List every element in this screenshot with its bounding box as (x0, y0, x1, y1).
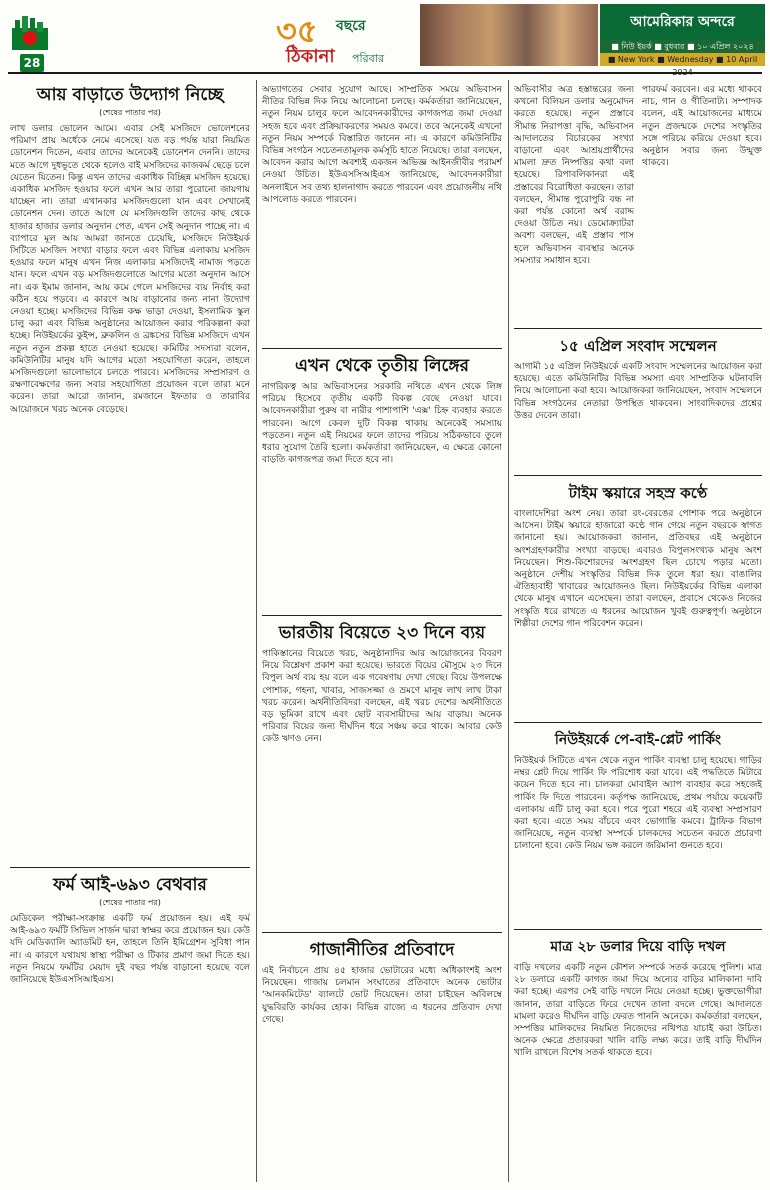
article-block (514, 722, 762, 925)
form-headline: ফর্ম আই-৬৯৩ বেথবার (53, 875, 207, 895)
section-banner (600, 4, 765, 66)
city-logo-icon (12, 14, 48, 50)
mosque-headline: আয় বাড়াতে উদ্যোগ নিচ্ছে (36, 85, 224, 105)
header-photo-strip (420, 4, 598, 66)
bangla-date: ■ নিউ ইয়র্ক ■ বুধবার ■ ১০ এপ্রিল ২০২৪ (600, 40, 765, 53)
article-text: পারফর্ম করবেন। এর মধ্যে থাকবে নাচ, গান ও গীতিনাট্য। সম্পাদক বলেন, এই আয়োজনের মাধ্যমে নতুন প্রজন্মকে দেশের সংস্কৃতির সঙ্গে পরিচয় করিয়ে দেওয়া হবে। অনুষ্ঠান সবার জন্য উন্মুক্ত থাকবে। (642, 85, 762, 169)
article-block (514, 328, 762, 471)
continued-label: (শেষের পাতার পর) (99, 898, 161, 907)
sub-column-left (514, 84, 634, 324)
column-2 (262, 84, 502, 1145)
brand-suffix: পরিবার (352, 52, 385, 65)
article-block (514, 929, 762, 1102)
column-rule (508, 80, 509, 1182)
mosque-body: লাখ ডলার ভোলেন আমে। এবার সেই মসজিদে ভোলেশনের পরিমাণ প্রায় অর্ধেকে নেমে এসেছে। যত বড় পর্যন্ত যারা নিয়মিত ডোনেশন দিতেন, এবার তাদের অনেকেই ডোনেশন দেননি। তাদের মতে আগে দুধভূতে থেকে হলেও বাই মসজিদের কাজকর্ম ছেড়ে চলে যেতেন যিতেন। কিন্তু এখন তাদের একাধিক বিচ্ছিন্ন মসজিদ হয়েছে। একাধিক মসজিদ হওয়ার ফলে এখন আর তারা পুরোনো জায়গায় যাচ্ছেন না। তারা এখানকার মসজিদগুলো যান এবং সেখানেই ডোনেশন দেন। তাতে আগে যে মসজিদগুলি তাদের কাছ থেকে হাজার হাজার ডলার অনুদান পেত, এখন সেই অনুদান পাচ্ছে না। এ ব্যাপারে মূল আয় আমরা জানতে চেয়েছি, মসজিদে নিউইয়র্ক সিটিতে মসজিদ সংখ্যা বাড়ার ফলে এবং বিভিন্ন এলাকায় মসজিদ হওয়ার ফলে মানুষ এখন নিজ এলাকার মসজিদেই নামাজ পড়তে যান। ফলে এখন বড় মসজিদগুলোতে আগের মতো অনুদান আসে না। এক ইমাম জানান, আয় কমে গেলে মসজিদের ব্যয় নির্বাহ করা কঠিন হয়ে পড়বে। এ কারণে আয় বাড়ানোর জন্য নানা উদ্যোগ নেওয়া হচ্ছে। মসজিদের বিভিন্ন কক্ষ ভাড়া দেওয়া, ইসলামিক স্কুল চালু করা এবং বিভিন্ন অনুষ্ঠানের আয়োজন করার পরিকল্পনা করা হচ্ছে। নিউইয়র্কের কুইন্স, ব্রুকলিন ও ব্রঙ্কসের বিভিন্ন মসজিদে এখন নতুন নতুন প্রকল্প হাতে নেওয়া হয়েছে। কমিটির সদস্যরা বলেন, কমিউনিটির মানুষ যদি আগের মতো সহযোগিতা করেন, তাহলে মসজিদগুলো ভালোভাবে চলতে পারবে। মসজিদের সম্প্রসারণ ও রক্ষণাবেক্ষণের জন্য সবার সহযোগিতা প্রয়োজন বলে তারা মনে করেন। তারা আরো জানান, রমজানে ইফতার ও তারাবির আয়োজনে খরচ অনেক বেড়েছে। (10, 124, 250, 415)
anniversary-number: ৩৫ (276, 12, 318, 50)
wedding-headline: ভারতীয় বিয়েতে ২৩ দিনে ব্যয় (278, 623, 486, 643)
gaza-headline: গাজানীতির প্রতিবাদে (309, 940, 455, 960)
column-3 (514, 84, 762, 1102)
times-square-headline: টাইম স্কয়ারে সহস্র কণ্ঠে (568, 484, 708, 502)
form-body: মেডিকেল পরীক্ষা-সংক্রান্ত একটি ফর্ম প্রয়োজন হয়। এই ফর্ম আই-৬৯৩ ফর্মটি সিভিল সার্জন দ্বারা স্বাক্ষর করে প্রয়োজন হয়। কেউ যদি মেডিক্যালি অ্যাডমিট হন, তাহলে তিনি ইমিগ্রেশন সুবিধা পান না। এ কারণে যথাযথ স্বাস্থ্য পরীক্ষা ও টিকার প্রমাণ জমা দিতে হয়। নতুন নিয়মে ফর্মটির মেয়াদ দুই বছর পর্যন্ত বাড়ানো হয়েছে বলে জানিয়েছে ইউএসসিআইএস। (10, 914, 250, 986)
article-block (514, 475, 762, 718)
article-text: আগামী ১৫ এপ্রিল নিউইয়র্কে একটি সংবাদ সম্মেলনের আয়োজন করা হয়েছে। এতে কমিউনিটির বিভিন্ন সমস্যা এবং সাম্প্রতিক ঘটনাবলি নিয়ে আলোচনা করা হবে। আয়োজকরা জানিয়েছেন, সংবাদ সম্মেলনে বিভিন্ন সংগঠনের নেতারা উপস্থিত থাকবেন। সাংবাদিকদের প্রশ্নের উত্তর দেবেন তারা। (514, 362, 762, 421)
anniversary-tag: বছরে (336, 18, 366, 34)
header-rule (8, 72, 762, 74)
parking-headline: নিউইয়র্কে পে-বাই-প্লেট পার্কিং (554, 732, 722, 748)
property-headline: মাত্র ২৮ ডলার দিয়ে বাড়ি দখল (550, 939, 726, 955)
brand-name: ঠিকানা (286, 46, 335, 66)
page-badge (8, 10, 80, 70)
article-text: এই নির্বাচনে প্রায় ৪৫ হাজার ভোটারের মধ্যে অধিকাংশই অংশ নিয়েছেন। গাজায় চলমান সংঘাতের প্রতিবাদে অনেক ভোটার 'আনকমিটেড' ব্যালটে ভোট দিয়েছেন। তারা চাইছেন অবিলম্বে যুদ্ধবিরতি কার্যকর হোক। বিভিন্ন রাজ্যে এ ধরনের প্রতিবাদ দেখা গেছে। (262, 966, 502, 1025)
anniversary-logo (260, 6, 415, 66)
article-block (262, 932, 502, 1145)
article-text: নিউইয়র্ক সিটিতে এখন থেকে নতুন পার্কিং ব্যবস্থা চালু হয়েছে। গাড়ির নম্বর প্লেট দিয়ে পার্কিং ফি পরিশোধ করা যাবে। এই পদ্ধতিতে মিটারে কয়েন দিতে হবে না। চালকরা মোবাইল অ্যাপ ব্যবহার করে সহজেই পার্কিং ফি দিতে পারবেন। কর্তৃপক্ষ জানিয়েছে, প্রথম পর্যায়ে কয়েকটি এলাকায় এটি চালু করা হবে। পরে পুরো শহরে এই ব্যবস্থা সম্প্রসারণ করা হবে। এতে সময় বাঁচবে এবং ভোগান্তি কমবে। ট্রাফিক বিভাগ জানিয়েছে, নতুন ব্যবস্থা সম্পর্কে চালকদের সচেতন করতে প্রচারণা চালানো হবে। কেউ নিয়ম ভঙ্গ করলে জরিমানা গুনতে হবে। (514, 756, 762, 852)
article-text: অভ্যাগতের সেবার সুযোগ আছে। সাম্প্রতিক সময়ে অভিবাসন নীতির বিভিন্ন দিক নিয়ে আলোচনা চলছে। কর্মকর্তারা জানিয়েছেন, নতুন নিয়ম চালুর ফলে আবেদনকারীদের কাগজপত্র জমা দেওয়া সহজ হবে এবং প্রক্রিয়াকরণের সময়ও কমবে। তবে অনেকেই এখনো নতুন নিয়ম সম্পর্কে বিস্তারিত জানেন না। এ কারণে কমিউনিটির বিভিন্ন সংগঠন সচেতনতামূলক কর্মসূচি হাতে নিয়েছে। তারা বলছেন, আবেদন করার আগে অবশ্যই একজন অভিজ্ঞ আইনজীবীর পরামর্শ নেওয়া উচিত। ইউএসসিআইএস জানিয়েছে, আবেদনকারীরা অনলাইনে সব তথ্য হালনাগাদ করতে পারবেন এবং প্রয়োজনীয় নথি আপলোড করতে পারবেন। (262, 85, 502, 205)
article-block (262, 615, 502, 928)
article-block (262, 348, 502, 611)
column-1 (10, 84, 250, 1153)
press-conf-headline: ১৫ এপ্রিল সংবাদ সম্মেলন (559, 337, 717, 355)
article-text: অভিবাসীর অত্র হস্তান্তরের জন্য কখনো বিলিয়ন ডলার অনুমোদন করতে হয়েছে। নতুন প্রস্তাবে সীমান্ত নিরাপত্তা বৃদ্ধি, অভিবাসন আদালতের বিচারকের সংখ্যা বাড়ানো এবং আশ্রয়প্রার্থীদের মামলা দ্রুত নিষ্পত্তির কথা বলা হয়েছে। রিপাবলিকানরা এই প্রস্তাবের বিরোধিতা করছেন। তারা বলছেন, সীমান্ত পুরোপুরি বন্ধ না করা পর্যন্ত কোনো অর্থ বরাদ্দ দেওয়া উচিত নয়। ডেমোক্র্যাটরা অবশ্য বলছেন, এই প্রস্তাব পাস হলে অভিবাসন ব্যবস্থার অনেক সমস্যার সমাধান হবে। (514, 85, 634, 266)
english-date: ■ New York ■ Wednesday ■ 10 April (600, 53, 765, 66)
page-number: 28 (20, 54, 44, 72)
article-text: নাগরিকত্ব আর অভিবাসনের সরকারি নথিতে এখন থেকে লিঙ্গ পরিচয় হিসেবে তৃতীয় একটি বিকল্প বেছে নেওয়া যাবে। আবেদনকারীরা পুরুষ বা নারীর পাশাপাশি 'এক্স' চিহ্ন ব্যবহার করতে পারবেন। আগে কেবল দুটি বিকল্প থাকায় অনেকেই সমস্যায় পড়তেন। নতুন এই নিয়মের ফলে তাদের পরিচয় সঠিকভাবে তুলে ধরার সুযোগ তৈরি হলো। কর্মকর্তারা জানিয়েছেন, এ ক্ষেত্রে কোনো বাড়তি কাগজপত্র জমা দিতে হবে না। (262, 382, 502, 466)
form-article (10, 867, 250, 1153)
article-text: পাকিস্তানের বিয়েতে খরচ, অনুষ্ঠানাদির আর আয়োজনের বিবরণ নিয়ে বিশ্লেষণ প্রকাশ করা হয়েছে। ভারতে বিয়ের মৌসুমে ২৩ দিনে বিপুল অর্থ ব্যয় হয় বলে এক গবেষণায় দেখা গেছে। বিয়ে উপলক্ষে পোশাক, গহনা, খাবার, সাজসজ্জা ও ভ্রমণে মানুষ লাখ লাখ টাকা খরচ করেন। অর্থনীতিবিদরা বলছেন, এই খরচ দেশের অর্থনীতিতে বড় ভূমিকা রাখে এবং ছোট ব্যবসায়ীদের আয় বাড়ায়। অনেক পরিবার বিয়ের জন্য দীর্ঘদিন ধরে সঞ্চয় করে থাকে। আবার কেউ কেউ ঋণও নেন। (262, 649, 502, 745)
third-gender-headline: এখন থেকে তৃতীয় লিঙ্গের (294, 356, 469, 376)
sub-column-right (642, 84, 762, 324)
continued-label: (শেষের পাতার পর) (99, 108, 161, 117)
article-text: বাংলাদেশিরা অংশ নেয়। তারা রং-বেরঙের পোশাক পরে অনুষ্ঠানে আসেন। টাইম স্কয়ারে হাজারো কণ্ঠে গান গেয়ে নতুন বছরকে স্বাগত জানানো হয়। আয়োজকরা জানান, প্রতিবছর এই অনুষ্ঠানে অংশগ্রহণকারীর সংখ্যা বাড়ছে। এবারও বিপুলসংখ্যক মানুষ অংশ নিয়েছেন। শিশু-কিশোরদের অংশগ্রহণ ছিল চোখে পড়ার মতো। অনুষ্ঠানে দেশীয় সংস্কৃতির বিভিন্ন দিক তুলে ধরা হয়। বাঙালির ঐতিহ্যবাহী খাবারের আয়োজনও ছিল। নিউইয়র্কের বিভিন্ন এলাকা থেকে মানুষ এখানে এসেছেন। তারা বলছেন, প্রবাসে থেকেও নিজের সংস্কৃতি ধরে রাখতে এ ধরনের আয়োজন খুবই গুরুত্বপূর্ণ। অনুষ্ঠানে শিল্পীরা দেশের গান পরিবেশন করেন। (514, 509, 762, 629)
section-title: আমেরিকার অন্দরে (600, 4, 765, 40)
article-text: বাড়ি দখলের একটি নতুন কৌশল সম্পর্কে সতর্ক করেছে পুলিশ। মাত্র ২৮ ডলারে একটি কাগজ জমা দিয়ে অন্যের বাড়ির মালিকানা দাবি করা হচ্ছে। এরপর সেই বাড়ি দখলে নিয়ে নেওয়া হচ্ছে। ভুক্তভোগীরা জানান, তারা বাড়িতে ফিরে দেখেন তালা বদলে গেছে। আদালতে মামলা করেও দীর্ঘদিন বাড়ি ফেরত পাননি অনেকে। কর্মকর্তারা বলছেন, সম্পত্তির মালিকদের নিয়মিত নিজেদের নথিপত্র যাচাই করা উচিত। অনেক ক্ষেত্রে প্রতারকরা খালি বাড়ি লক্ষ্য করে। তাই বাড়ি দীর্ঘদিন খালি রাখলে বিশেষ সতর্ক থাকতে হবে। (514, 963, 762, 1059)
column-rule (256, 80, 257, 1182)
